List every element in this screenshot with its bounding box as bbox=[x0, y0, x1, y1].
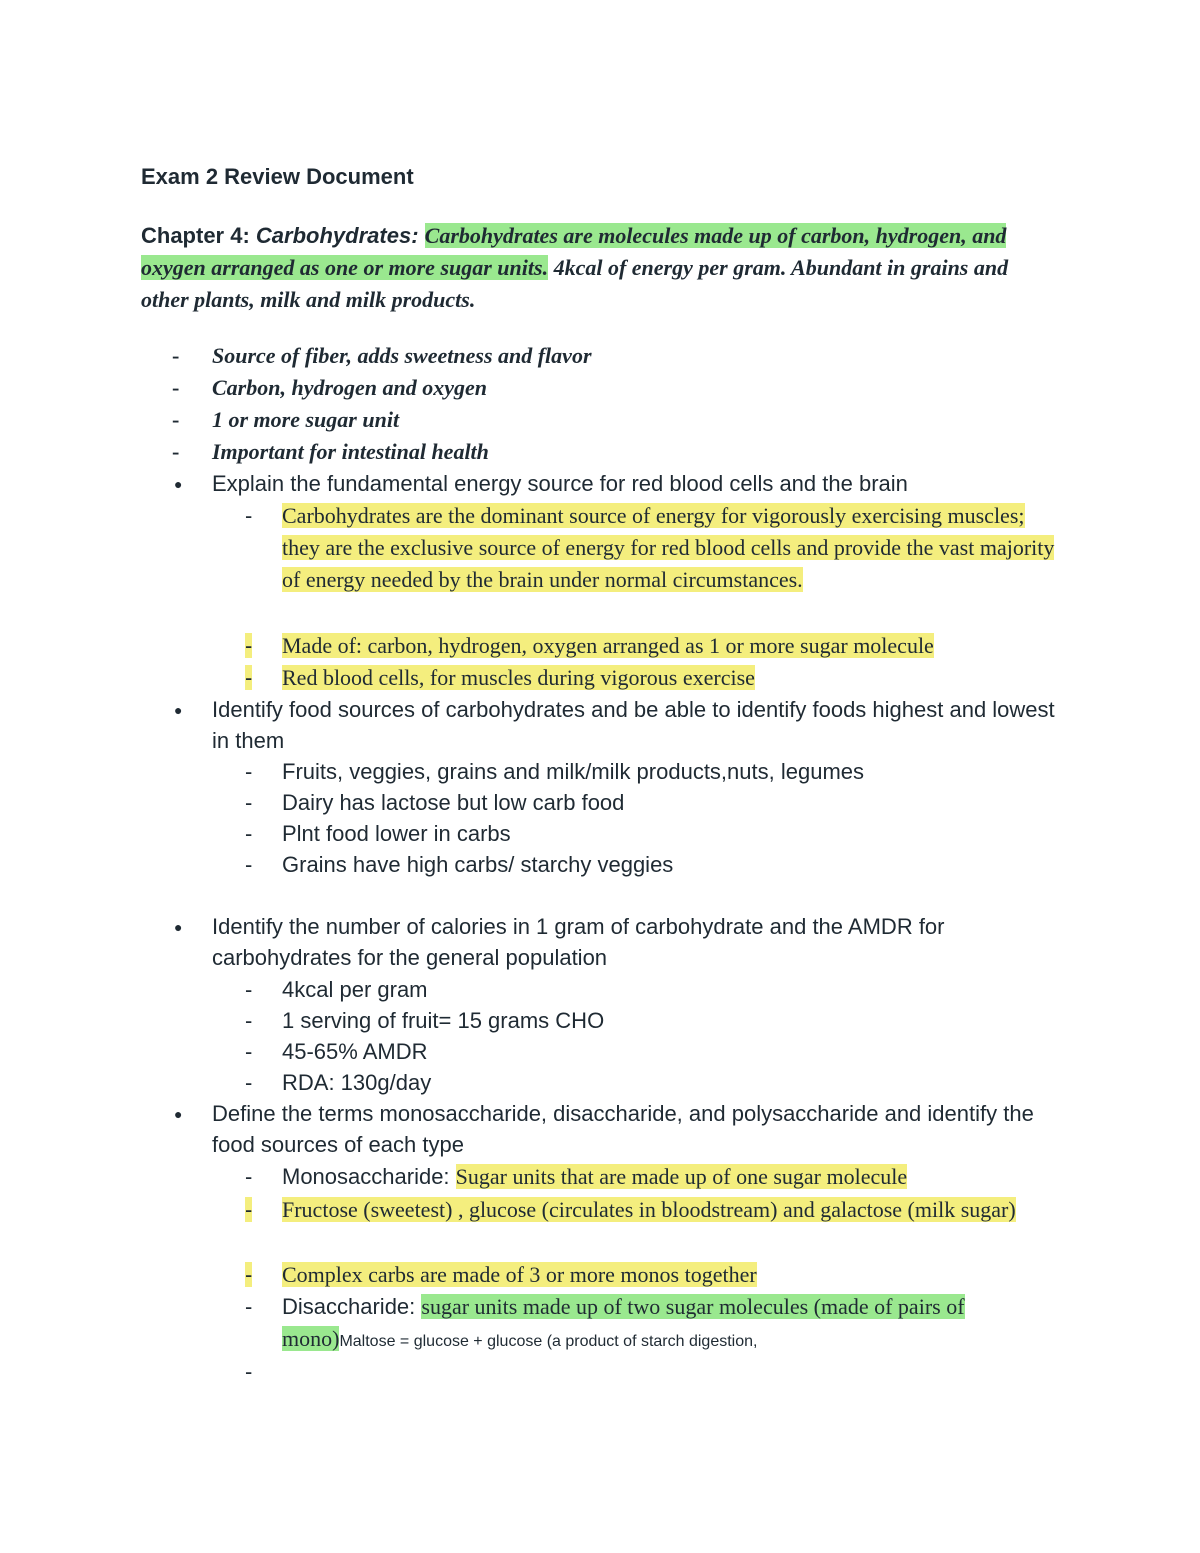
section-heading: Define the terms monosaccharide, disaccharide, and polysaccharide and identify the food sources of each type bbox=[212, 1101, 1034, 1157]
bullet-marker: ● bbox=[174, 702, 183, 718]
dash-marker: - bbox=[172, 375, 180, 400]
sub-item-monosaccharide: Monosaccharide: Sugar units that are made up of one sugar molecule bbox=[282, 1164, 908, 1189]
bullet-marker: ● bbox=[174, 476, 183, 492]
section-heading: Identify the number of calories in 1 gram of carbohydrate and the AMDR for carbohydrates for the general population bbox=[212, 914, 945, 970]
chapter-definition: Carbohydrates are molecules made up of carbon, hydrogen, and oxygen arranged as one or more sugar units. bbox=[141, 223, 1007, 280]
sub-item: 4kcal per gram bbox=[282, 977, 428, 1002]
document-title: Exam 2 Review Document bbox=[141, 164, 414, 189]
chapter-intro bbox=[141, 220, 1061, 316]
dash-marker: - bbox=[245, 759, 253, 784]
dash-marker: - bbox=[245, 790, 253, 815]
sub-item: Fructose (sweetest) , glucose (circulates in bloodstream) and galactose (milk sugar) bbox=[282, 1197, 1016, 1222]
list-item: 1 or more sugar unit bbox=[212, 407, 400, 432]
dash-marker: - bbox=[245, 1164, 253, 1189]
sub-item: Fruits, veggies, grains and milk/milk products,nuts, legumes bbox=[282, 759, 865, 784]
dash-marker: - bbox=[245, 1008, 253, 1033]
chapter-topic: Carbohydrates: bbox=[255, 223, 425, 248]
dash-marker: - bbox=[245, 852, 253, 877]
sub-item: Dairy has lactose but low carb food bbox=[282, 790, 625, 815]
dash-marker: - bbox=[245, 1262, 253, 1287]
sub-item: Plnt food lower in carbs bbox=[282, 821, 511, 846]
dash-marker: - bbox=[172, 407, 180, 432]
section-heading: Explain the fundamental energy source for red blood cells and the brain bbox=[212, 471, 908, 496]
dash-marker: - bbox=[245, 1294, 253, 1319]
dash-marker: - bbox=[245, 633, 253, 658]
sub-item: 45-65% AMDR bbox=[282, 1039, 428, 1064]
dash-marker: - bbox=[245, 1197, 253, 1222]
sub-item: Red blood cells, for muscles during vigorous exercise bbox=[282, 665, 755, 690]
bullet-marker: ● bbox=[174, 919, 183, 935]
dash-marker: - bbox=[245, 821, 253, 846]
sub-item: Complex carbs are made of 3 or more monos together bbox=[282, 1262, 757, 1287]
list-item: Carbon, hydrogen and oxygen bbox=[212, 375, 488, 400]
sub-item-disaccharide: Disaccharide: sugar units made up of two sugar molecules (made of pairs of mono)Maltose = glucose + glucose (a product of starch digestion, bbox=[282, 1294, 965, 1351]
dash-marker: - bbox=[172, 343, 180, 368]
dash-marker: - bbox=[245, 1359, 253, 1384]
chapter-summary: 4kcal of energy per gram. Abundant in grains and other plants, milk and milk products. bbox=[141, 255, 1009, 312]
sub-item: 1 serving of fruit= 15 grams CHO bbox=[282, 1008, 605, 1033]
dash-marker: - bbox=[245, 1070, 253, 1095]
bullet-marker: ● bbox=[174, 1106, 183, 1122]
dash-marker: - bbox=[172, 439, 180, 464]
dash-marker: - bbox=[245, 1039, 253, 1064]
section-heading: Identify food sources of carbohydrates and be able to identify foods highest and lowest in them bbox=[212, 697, 1055, 753]
chapter-label: Chapter 4: bbox=[141, 223, 256, 248]
dash-marker: - bbox=[245, 665, 253, 690]
dash-marker: - bbox=[245, 977, 253, 1002]
sub-item: RDA: 130g/day bbox=[282, 1070, 432, 1095]
sub-item: Grains have high carbs/ starchy veggies bbox=[282, 852, 674, 877]
list-item: Source of fiber, adds sweetness and flavor bbox=[212, 343, 592, 368]
dash-marker: - bbox=[245, 503, 253, 528]
list-item: Important for intestinal health bbox=[212, 439, 489, 464]
sub-item: Made of: carbon, hydrogen, oxygen arranged as 1 or more sugar molecule bbox=[282, 633, 934, 658]
sub-item: Carbohydrates are the dominant source of energy for vigorously exercising muscles; they are the exclusive source of energy for red blood cells and provide the vast majority of energy needed by the brain under normal circumstances. bbox=[282, 503, 1055, 592]
